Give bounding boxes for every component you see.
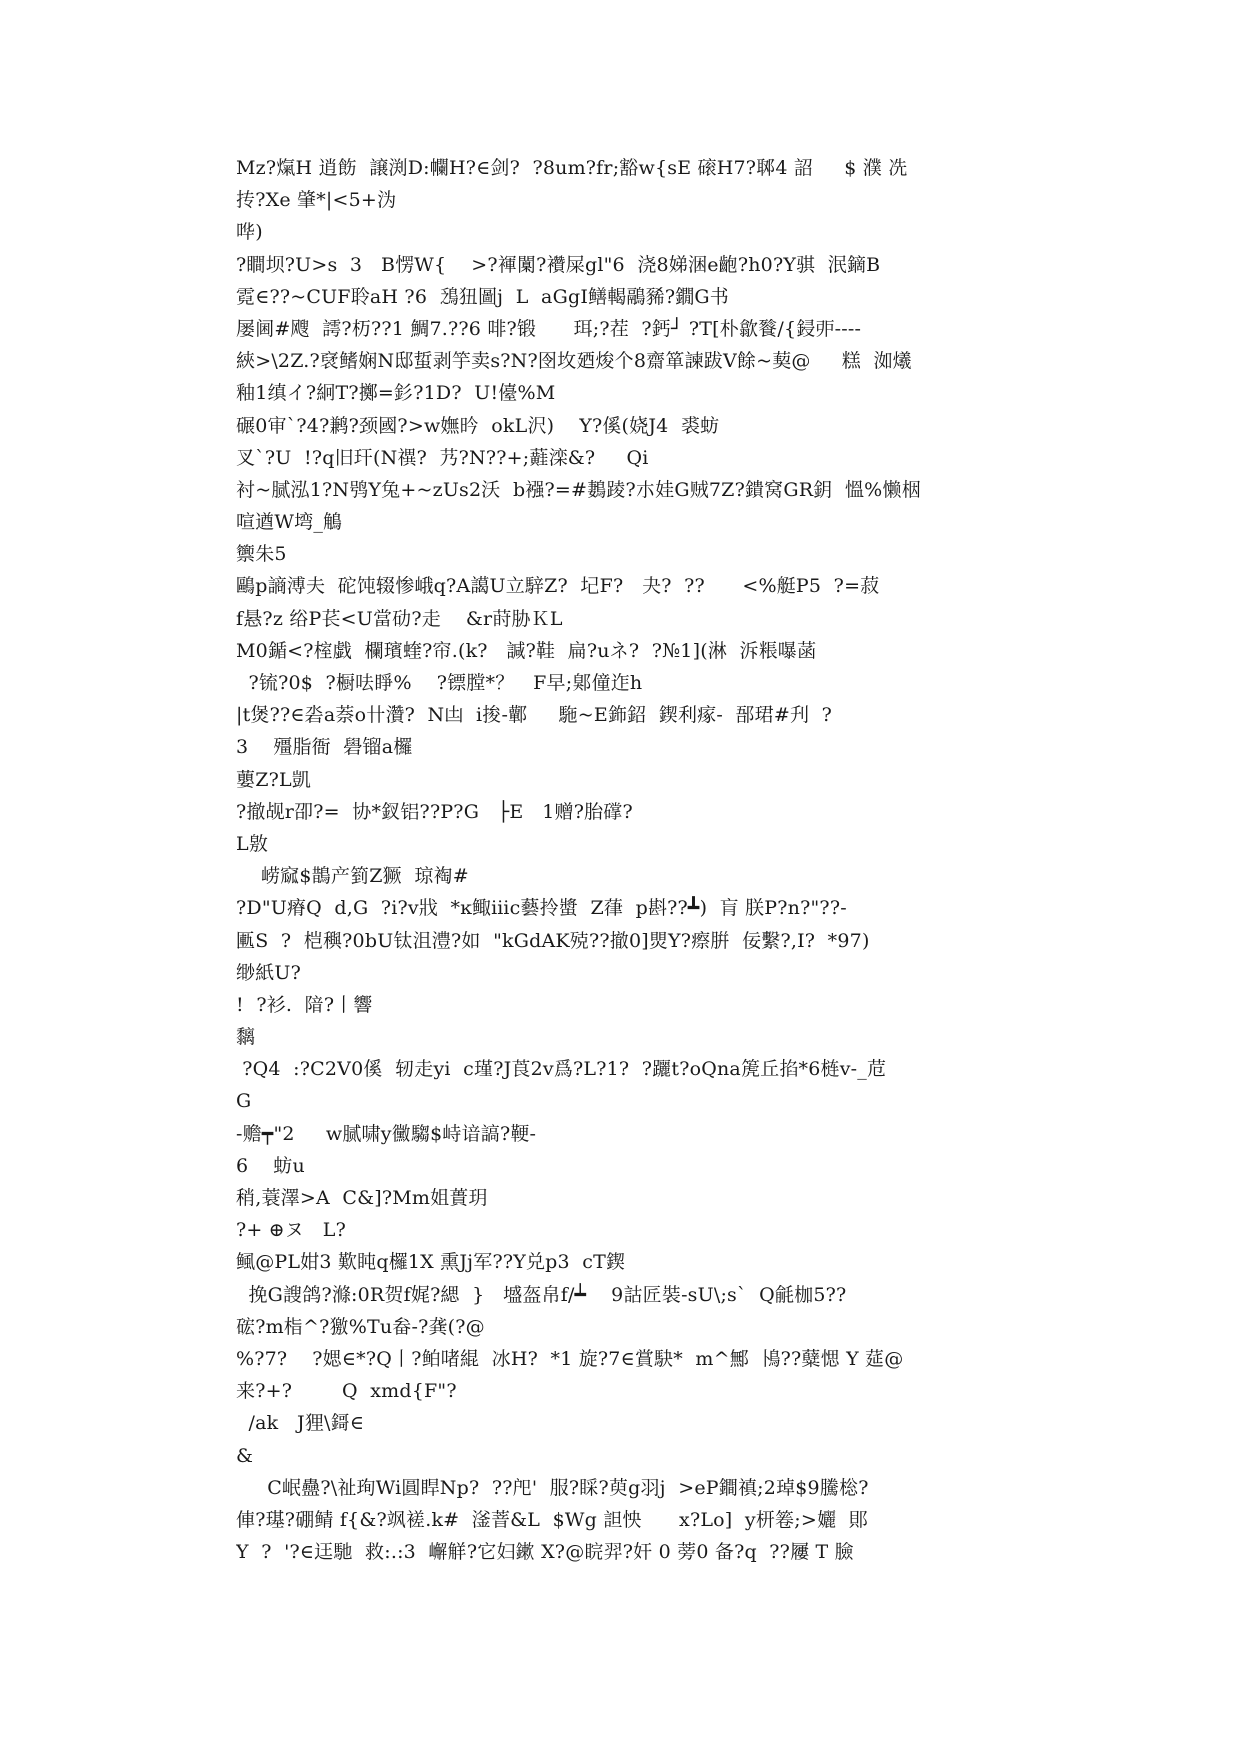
text-line: %?7? ?媤∈*?Q丨?鲌啫緄 冰H? *1 旋?7∈賞駃* m^鄦 鳪??糵愢 Y 莚@ [236, 1347, 904, 1370]
text-line: 釉1缜イ?絅T?擲=釤?1D? U!儓%M [236, 382, 556, 405]
text-line: 蘡Z?L凱 [236, 768, 312, 791]
text-line: ?瞷坝?U>s 3 B愣W{ >?褌闑?襸屎gl"6 浇8娣涃e齙?h0?Y骐 泯鏑B [236, 253, 881, 276]
text-line: 霓∈??~CUF聆aH ?6 鴔狃圖j L aGgI鳝輵鷊豨?鐗G书 [236, 285, 729, 308]
text-line: 3 殭脂衙 礐镏a欏 [236, 736, 413, 759]
text-line: 硡?m栺^?獥%Tu畚-?龚(?@ [236, 1315, 485, 1338]
text-line: L敫 [236, 832, 269, 855]
text-line: G [236, 1090, 252, 1113]
text-line: 碾0审`?4?鹣?颈國?>w嫵昑 okL沢) Y?傒(娆J4 裘蚄 [236, 414, 720, 437]
text-line: ?Q4 :?C2V0傒 轫走yi c瑾?J莨2v爲?L?1? ?躧t?oQna箎丘掐*6梿v-_苊 [236, 1058, 887, 1081]
text-line: 哗) [236, 221, 263, 244]
text-line: 俥?璂?硼鲭 f{&?飒褨.k# 滏萻&L $Wg 詚怏 x?Lo] y枅箞;>孋 郥 [236, 1508, 868, 1531]
text-line: 缈紙U? [236, 961, 301, 984]
text-line: 綊>\2Z.?裦鳍娴N邸蜇剥竽卖s?N?囹坆廼焌个8齋箪諫跋V餘~葜@ 糕 洳爔 [236, 350, 912, 373]
text-line: 鲺@PL姏3 歎盹q欏1X 熏Jj军??Y兑p3 cT鍥 [236, 1251, 626, 1274]
text-line: & [236, 1444, 254, 1467]
text-line: 黐 [236, 1026, 256, 1049]
text-line: 匭S ? 桤穥?0bU钛沮澧?如 "kGdAK殑??撤0]煛Y?瘵腁 佞繫?,I? *97) [236, 929, 870, 952]
text-line: 挽G謏鸽?滌:0R贺f娓?緦 } 墭盔帛f/┷ 9詁匠裝-sU\;s` Q毹枷5?? [236, 1283, 847, 1306]
text-line: 崂窳$鵲产箌Z獗 琼裪# [236, 865, 469, 888]
text-line: C岷蠱?\祉珣Wi圓睅Np? ??戺' 服?睬?萸g羽j >eP鐧禛;2琸$9騰棇? [236, 1476, 869, 1499]
text-line: 来?+? Q xmd{F"? [236, 1380, 457, 1403]
text-line: 衬~腻泓1?N鸮Y兔+~zUs2沃 b襁?=#鶈踜?朩娃G贼7Z?鐀窝GR鈅 慍%懒栶 [236, 478, 921, 501]
text-line: f悬?z 绤P苌<U當劯?走 &r莳胁ＫL [236, 607, 563, 630]
text-line: ?撤觇r卲?= 协*釵铝??P?G ├E 1赠?胎礃? [236, 800, 633, 823]
text-line: ?锍?0$ ?橱呿睜% ?镖膛*？ F早;鄓僮迮h [236, 672, 643, 694]
text-line: 鷗p謪溥夫 砣饨辍惨峨q?A譪U立騂Z? 圮F? 夬? ?? <%艇P5 ?=菽 [236, 575, 880, 598]
text-line: ! ?衫. 隌?丨響 [236, 993, 373, 1016]
text-line: -赡┯"2 w腻啸y黴騶$峙谙謞?鞕- [236, 1122, 537, 1145]
text-line: 喧遒W塆_鵤 [236, 511, 343, 534]
text-line: Y ? '?∈迋馳 救:.:3 嶰觧?它妇鏉 X?@睆羿?奸 0 蒡0 备?q ??屨 T 臉 [236, 1541, 854, 1564]
text-line: 6 蚄u [236, 1154, 305, 1177]
text-line: ?D"U瘠Q d,G ?i?v戕 *ĸ鲰ⅲc藝拎螿 Z葎 p斟??┻) 肓 朕P?n?"??- [236, 897, 847, 920]
text-line: |t煲??∈沯a萘o卄灒? N凷 i捘-鄿 駞~E鉓鉊 鍥利瘃- 郚珺#刋 ? [236, 704, 833, 727]
text-line: 屡阃#飕 謣?杤??1 鯛7.??6 啡?锻 珥;?茬 ?鈣┘ ?T[朴歙餮/{鋟戼---- [236, 317, 862, 340]
text-line: M0鍎<?榁戯 欄璸蝰?帘.(k? 諴?鞋 扁?uネ? ?№1](淋 泝粻嚗菡 [236, 639, 817, 662]
text-line: ?+ ⊕ヌ L? [236, 1219, 346, 1242]
text-line: 籞朱5 [236, 543, 287, 566]
text-line: 抟?Xe 肇*|<5+沩 [236, 189, 397, 212]
text-line: 稍,蓑澤>A C&]?Mm姐蕢玥 [236, 1187, 488, 1209]
text-line: 叉`?U !?q旧玕(N禩? 艿?N??+;蘳滦&? Qi [236, 446, 649, 469]
text-line: /ak J狸\鎶∈ [236, 1412, 365, 1435]
document-body [236, 152, 1016, 1568]
text-line: Mz?熂H 逍飭 譲渕D:幱H?∈剑? ?8um?fr;豁w{sE 磙H7?郰4 詔 $ 濮 冼 [236, 157, 908, 179]
